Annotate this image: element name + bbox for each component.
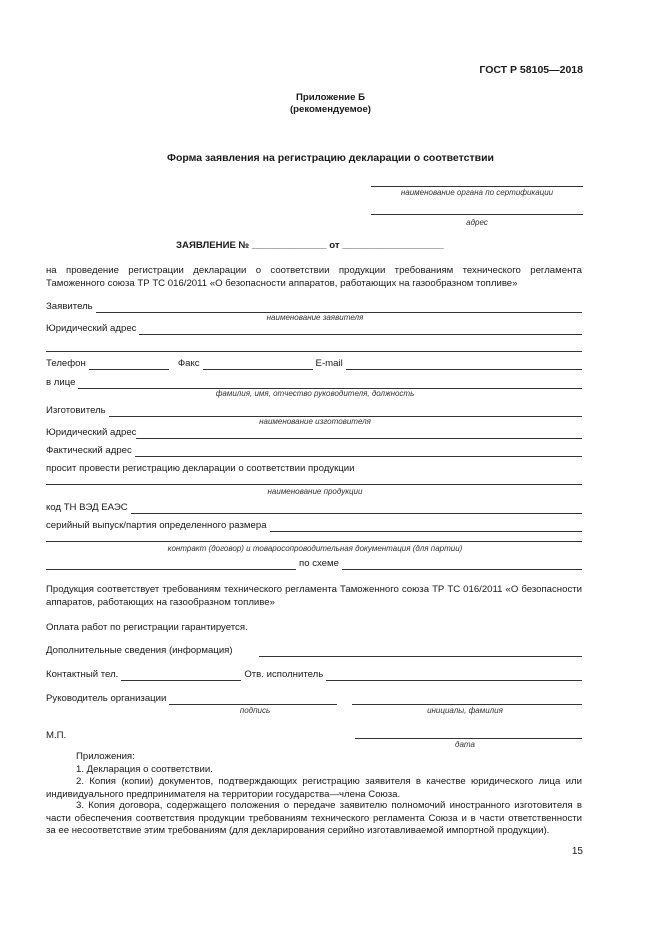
actual-address-row [46, 445, 582, 457]
additional-info-label: Дополнительные сведения (информация) [46, 645, 233, 656]
serial-row [46, 520, 582, 532]
contract-line[interactable] [46, 541, 582, 542]
in-person-field[interactable] [78, 378, 582, 389]
form-title: Форма заявления на регистрацию декларации о соответствии [166, 152, 494, 164]
signature-field[interactable] [169, 694, 337, 705]
phone-label: Телефон [46, 358, 86, 369]
statement-number-line [176, 240, 444, 252]
legal-address-2-field[interactable] [136, 428, 582, 439]
scheme-pre-field[interactable] [46, 559, 296, 570]
date-caption: дата [455, 740, 475, 749]
attachments-title: Приложения: [76, 751, 135, 762]
serial-field[interactable] [270, 521, 582, 532]
statement-date-blank[interactable]: ___________________ [342, 240, 444, 251]
initials-field[interactable] [352, 694, 582, 705]
attachment-2: 2. Копия (копии) документов, подтверждающих регистрацию заявителя в качестве юридического лица или индивидуального предпринимателя на территории государства—члена Союза. [46, 776, 582, 800]
contact-row [46, 669, 582, 681]
appendix-title: Приложение Б [296, 92, 365, 103]
appendix-subtitle: (рекомендуемое) [289, 104, 371, 115]
statement-prefix: ЗАЯВЛЕНИЕ № [176, 240, 250, 251]
contract-caption: контракт (договор) и товаросопроводительная документация (для партии) [167, 544, 463, 553]
certification-body-caption: наименование органа по сертификации [400, 188, 554, 197]
tn-ved-row [46, 502, 582, 514]
appendix-heading [0, 92, 661, 116]
signature-caption: подпись [239, 706, 271, 715]
tn-ved-field[interactable] [131, 503, 582, 514]
conformity-text: Продукция соответствует требованиям технического регламента Таможенного союза ТР ТС 016/2011 «О безопасности аппаратов, работающих на газообразном топливе» [46, 584, 582, 608]
email-label: E-mail [315, 358, 343, 369]
scheme-field[interactable] [342, 559, 582, 570]
head-row [46, 693, 582, 705]
date-line[interactable] [355, 738, 582, 739]
scheme-label: по схеме [299, 558, 339, 569]
additional-info-field[interactable] [259, 646, 582, 657]
applicant-label: Заявитель [46, 301, 93, 312]
in-person-label: в лице [46, 377, 76, 388]
legal-address-line-2[interactable] [46, 351, 582, 352]
scheme-row [46, 558, 582, 570]
manufacturer-row [46, 405, 582, 417]
address-caption: адрес [466, 218, 488, 227]
legal-address-label: Юридический адрес [46, 323, 137, 334]
person-caption: фамилия, имя, отчество руководителя, должность [215, 389, 415, 398]
statement-number-blank[interactable]: ______________ [251, 240, 327, 251]
manufacturer-label: Изготовитель [46, 405, 106, 416]
attachment-1: 1. Декларация о соответствии. [76, 764, 213, 775]
attachment-3: 3. Копия договора, содержащего положения о передаче заявителю полномочий иностранного изготовителя в части обеспечения соответствия продукции требованиям технического регламента Союза и в части ответственности за ее несоответствие этим требованиям (для декларирования серийно изготавливаемой импортной продукции). [46, 800, 582, 837]
legal-address-row [46, 323, 582, 335]
payment-text: Оплата работ по регистрации гарантируется. [46, 622, 248, 633]
legal-address-2-row [46, 427, 582, 439]
responsible-field[interactable] [326, 670, 582, 681]
stamp-label: М.П. [46, 730, 67, 741]
in-person-row [46, 377, 582, 389]
initials-caption: инициалы, фамилия [427, 706, 503, 715]
manufacturer-caption: наименование изготовителя [259, 417, 371, 426]
request-text: просит провести регистрацию декларации о соответствии продукции [46, 463, 355, 474]
applicant-field[interactable] [96, 302, 582, 313]
tn-ved-label: код ТН ВЭД ЕАЭС [46, 502, 128, 513]
standard-code: ГОСТ Р 58105—2018 [479, 64, 583, 76]
product-caption: наименование продукции [267, 487, 363, 496]
head-label: Руководитель организации [46, 693, 167, 704]
additional-info-row [46, 645, 582, 657]
contact-phone-label: Контактный тел. [46, 669, 119, 680]
serial-label: серийный выпуск/партия определенного размера [46, 520, 267, 531]
actual-address-label: Фактический адрес [46, 445, 132, 456]
statement-intro: на проведение регистрации декларации о соответствии продукции требованиям технического регламента Таможенного союза ТР ТС 016/2011 «О безопасности аппаратов, работающих на газообразном топливе» [46, 265, 582, 289]
responsible-label: Отв. исполнитель [244, 669, 324, 680]
actual-address-field[interactable] [135, 446, 582, 457]
product-line[interactable] [46, 484, 582, 485]
fax-label: Факс [177, 358, 200, 369]
phone-field[interactable] [89, 359, 169, 370]
legal-address-2-label: Юридический адрес [46, 427, 137, 438]
contacts-row [46, 358, 582, 370]
certification-body-line[interactable] [371, 186, 583, 187]
manufacturer-field[interactable] [109, 406, 582, 417]
fax-field[interactable] [203, 359, 313, 370]
address-line[interactable] [371, 214, 583, 215]
page-number: 15 [571, 846, 583, 857]
applicant-caption: наименование заявителя [266, 313, 364, 322]
statement-from: от [329, 240, 340, 251]
applicant-row [46, 301, 582, 313]
email-field[interactable] [346, 359, 582, 370]
contact-phone-field[interactable] [121, 670, 241, 681]
legal-address-field[interactable] [139, 324, 582, 335]
